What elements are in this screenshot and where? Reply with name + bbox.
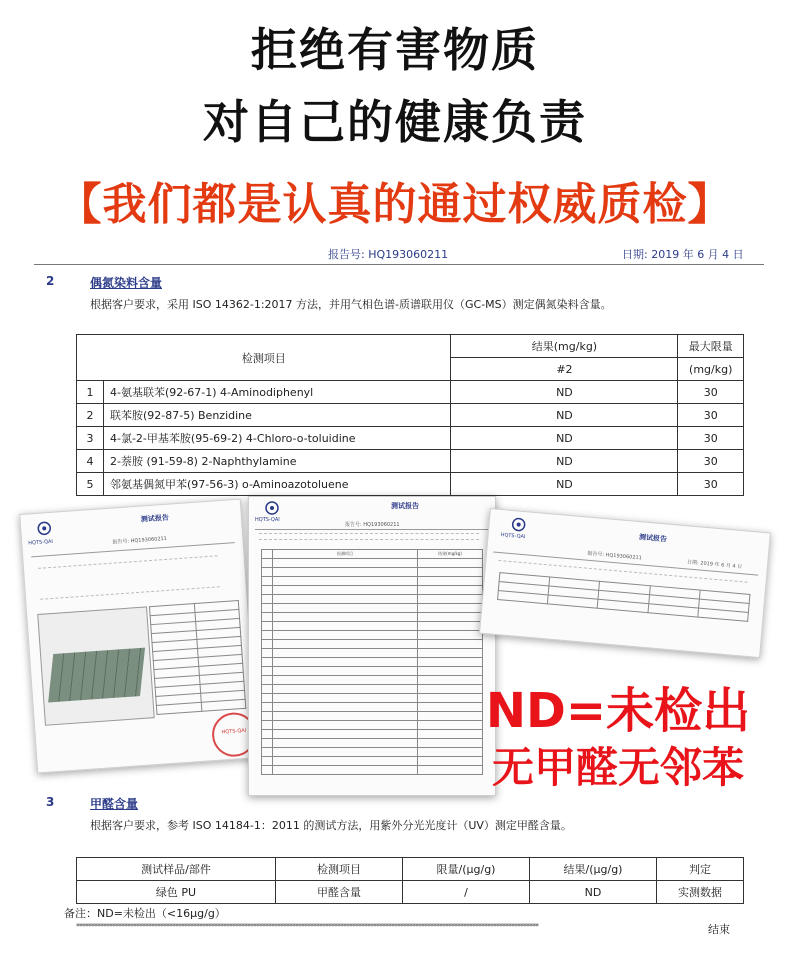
cell-sample: 绿色 PU — [77, 881, 276, 904]
cell-result: ND — [530, 881, 657, 904]
table-row — [77, 473, 744, 496]
col-header-result: 结果(mg/kg) — [451, 335, 678, 358]
seal-text: HQTS-QAI — [221, 727, 247, 736]
row-limit: 30 — [678, 404, 744, 427]
row-limit: 30 — [678, 427, 744, 450]
col-header-limit-sub: (mg/kg) — [678, 358, 744, 381]
grid-header-item: 检测项目 — [273, 550, 418, 559]
grid-header-result: 结果(mg/kg) — [418, 550, 483, 559]
no-formaldehyde-callout: 无甲醛无邻苯 — [491, 743, 744, 792]
cell-limit: / — [403, 881, 530, 904]
thumb-info-grid — [149, 600, 246, 715]
row-result: ND — [451, 404, 678, 427]
section-3-title: 甲醛含量 — [90, 797, 139, 811]
table-row — [77, 404, 744, 427]
row-result: ND — [451, 427, 678, 450]
row-item: 2-萘胺 (91-59-8) 2-Naphthylamine — [104, 450, 451, 473]
logo-text: HQTS-QAI — [255, 517, 280, 523]
cell-item: 甲醛含量 — [276, 881, 403, 904]
row-item: 4-氨基联苯(92-67-1) 4-Aminodiphenyl — [104, 381, 451, 404]
row-number: 2 — [77, 404, 104, 427]
hqts-logo-icon — [29, 520, 60, 540]
headline-line-2: 对自己的健康负责 — [203, 95, 587, 149]
report-number: 报告号: HQ193060211 — [328, 248, 449, 261]
thumb-doc-title: 测试报告 — [638, 533, 668, 544]
row-item: 联苯胺(92-87-5) Benzidine — [104, 404, 451, 427]
row-result: ND — [451, 450, 678, 473]
col-header-result: 结果/(μg/g) — [530, 858, 657, 881]
section-3-description: 根据客户要求，参考 ISO 14184-1：2011 的测试方法，用紫外分光光度计（UV）测定甲醛含量。 — [90, 819, 572, 832]
row-result: ND — [451, 473, 678, 496]
table-row — [77, 881, 744, 904]
sample-photo — [48, 648, 145, 703]
section-2-title: 偶氮染料含量 — [90, 276, 163, 290]
section-3-number: 3 — [46, 795, 55, 809]
row-limit: 30 — [678, 450, 744, 473]
section-2-number: 2 — [46, 274, 55, 288]
logo-text: HQTS-QAI — [28, 538, 54, 547]
footnote: 备注：ND=未检出（<16μg/g） — [64, 907, 226, 920]
row-result: ND — [451, 381, 678, 404]
col-header-verdict: 判定 — [657, 858, 744, 881]
headline-line-3: 【我们都是认真的通过权威质检】 — [57, 179, 733, 230]
row-number: 3 — [77, 427, 104, 450]
cell-verdict: 实测数据 — [657, 881, 744, 904]
row-item: 4-氯-2-甲基苯胺(95-69-2) 4-Chloro-o-toluidine — [104, 427, 451, 450]
azo-dye-table — [76, 334, 744, 496]
col-header-item: 检测项目 — [276, 858, 403, 881]
report-thumbnail-left — [19, 499, 259, 774]
thumb-report-no: 报告号: HQ193060211 — [112, 535, 168, 546]
end-separator: ********************************************************************************************************************************************************** — [76, 922, 538, 930]
report-thumbnail-middle — [248, 496, 496, 796]
thumb-doc-title: 测试报告 — [140, 513, 170, 524]
nd-definition-callout: ND=未检出 — [485, 683, 751, 739]
thumb-report-no: 报告号: HQ193060211 — [345, 522, 400, 528]
section-2-description: 根据客户要求，采用 ISO 14362-1:2017 方法，并用气相色谱-质谱联用仪（GC-MS）测定偶氮染料含量。 — [90, 298, 612, 311]
col-header-result-sub: #2 — [451, 358, 678, 381]
row-item: 邻氨基偶氮甲苯(97-56-3) o-Aminoazotoluene — [104, 473, 451, 496]
thumb-report-no: 报告号: HQ193060211 — [587, 550, 643, 562]
row-number: 1 — [77, 381, 104, 404]
report-thumbnail-right — [479, 508, 771, 658]
row-limit: 30 — [678, 381, 744, 404]
thumb-azo-grid — [261, 549, 483, 775]
sample-photo-frame — [37, 606, 155, 725]
table-row — [77, 381, 744, 404]
col-header-item: 检测项目 — [77, 335, 451, 381]
logo-text: HQTS-QAI — [500, 532, 526, 541]
row-number: 5 — [77, 473, 104, 496]
col-header-limit: 限量/(μg/g) — [403, 858, 530, 881]
col-header-limit: 最大限量 — [678, 335, 744, 358]
thumb-doc-title: 测试报告 — [391, 502, 419, 510]
headline-line-1: 拒绝有害物质 — [251, 23, 539, 77]
row-number: 4 — [77, 450, 104, 473]
thumb-date: 日期: 2019 年 6 月 4 日 — [686, 559, 743, 571]
col-header-sample: 测试样品/部件 — [77, 858, 276, 881]
header-rule — [34, 264, 764, 265]
table-row — [77, 450, 744, 473]
report-date: 日期: 2019 年 6 月 4 日 — [622, 248, 744, 261]
formaldehyde-table — [76, 857, 744, 904]
end-label: 结束 — [708, 923, 730, 936]
table-row — [77, 427, 744, 450]
row-limit: 30 — [678, 473, 744, 496]
